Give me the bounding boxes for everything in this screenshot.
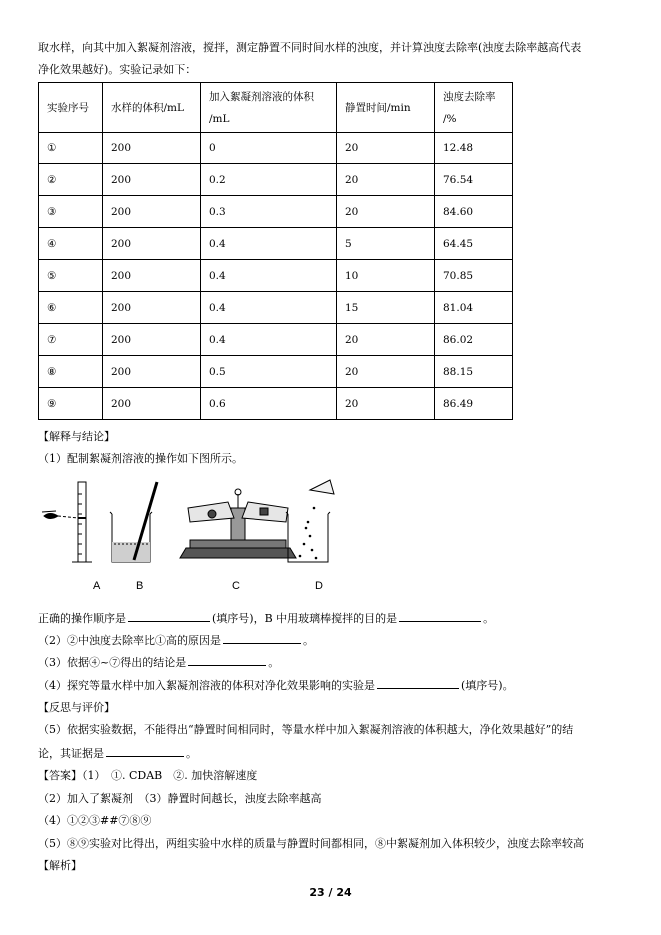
table-cell: 200 — [103, 356, 201, 388]
header-cell: 加入絮凝剂溶液的体积 /mL — [201, 83, 337, 133]
question-3: （3）依据④~⑦得出的结论是 。 — [38, 656, 280, 669]
table-cell: 12.48 — [435, 133, 513, 164]
table-cell: 86.02 — [435, 324, 513, 356]
answer-heading: 【答案】（1） ①. CDAB ②. 加快溶解速度 — [38, 769, 258, 782]
table-cell: 84.60 — [435, 196, 513, 228]
question-1-blanks: 正确的操作顺序是 (填序号)，B 中用玻璃棒搅拌的目的是 。 — [38, 612, 495, 625]
experiment-table — [38, 82, 513, 420]
table-cell: 0.3 — [201, 196, 337, 228]
question-2: （2）②中浊度去除率比①高的原因是 。 — [38, 634, 314, 647]
table-cell: ⑦ — [39, 324, 103, 356]
table-cell: 88.15 — [435, 356, 513, 388]
beaker-pouring-icon — [286, 480, 334, 562]
figure-label-d: D — [315, 580, 323, 592]
table-cell: 20 — [337, 388, 435, 420]
table-cell: ⑤ — [39, 260, 103, 292]
table-cell: 200 — [103, 133, 201, 164]
figure-label-c: C — [232, 580, 240, 592]
section-heading-analysis: 【解析】 — [38, 859, 82, 872]
eye-icon — [42, 511, 78, 519]
table-cell: 64.45 — [435, 228, 513, 260]
section-heading-conclusion: 【解释与结论】 — [38, 430, 115, 443]
table-cell: 0 — [201, 133, 337, 164]
answer-blank[interactable] — [188, 654, 266, 666]
table-cell: 200 — [103, 260, 201, 292]
table-cell: 0.4 — [201, 324, 337, 356]
header-cell: 水样的体积/mL — [103, 83, 201, 133]
table-cell: 0.6 — [201, 388, 337, 420]
section-heading-reflection: 【反思与评价】 — [38, 701, 115, 714]
question-5-line-1: （5）依据实验数据，不能得出“静置时间相同时，等量水样中加入絮凝剂溶液的体积越大，净化效果越好”的结 — [38, 723, 574, 736]
answer-blank[interactable] — [399, 610, 481, 622]
question-1: （1）配制絮凝剂溶液的操作如下图所示。 — [38, 452, 243, 465]
table-cell: 20 — [337, 133, 435, 164]
table-cell: 200 — [103, 228, 201, 260]
apparatus-figure — [38, 478, 338, 570]
question-5-line-2: 论，其证据是 。 — [38, 747, 197, 760]
answer-blank[interactable] — [106, 745, 184, 757]
intro-line-1: 取水样，向其中加入絮凝剂溶液，搅拌，测定静置不同时间水样的浊度，并计算浊度去除率(浊度去除率越高代表 — [38, 41, 582, 54]
table-cell: 200 — [103, 324, 201, 356]
intro-line-2: 净化效果越好)。实验记录如下： — [38, 63, 197, 76]
table-header-row — [39, 83, 513, 133]
table-cell: ⑨ — [39, 388, 103, 420]
answer-blank[interactable] — [377, 677, 459, 689]
table-cell: ③ — [39, 196, 103, 228]
table-row — [39, 388, 513, 420]
table-cell: 81.04 — [435, 292, 513, 324]
balance-scale-icon — [180, 489, 296, 558]
table-cell: 10 — [337, 260, 435, 292]
table-cell: 200 — [103, 388, 201, 420]
table-row — [39, 133, 513, 164]
table-row — [39, 324, 513, 356]
table-row — [39, 228, 513, 260]
table-cell: ④ — [39, 228, 103, 260]
table-cell: ⑥ — [39, 292, 103, 324]
table-cell: 76.54 — [435, 164, 513, 196]
figure-label-b: B — [136, 580, 144, 592]
table-row — [39, 292, 513, 324]
table-cell: 0.2 — [201, 164, 337, 196]
table-cell: 20 — [337, 196, 435, 228]
table-cell: 200 — [103, 196, 201, 228]
table-cell: ② — [39, 164, 103, 196]
header-cell: 实验序号 — [39, 83, 103, 133]
table-cell: 5 — [337, 228, 435, 260]
header-cell: 浊度去除率 /% — [435, 83, 513, 133]
question-4: （4）探究等量水样中加入絮凝剂溶液的体积对净化效果影响的实验是 (填序号)。 — [38, 679, 514, 692]
answer-line-4: （5）⑧⑨实验对比得出，两组实验中水样的质量与静置时间都相同，⑧中絮凝剂加入体积较少，浊度去除率较高 — [38, 837, 584, 850]
measuring-cylinder-icon — [72, 482, 92, 562]
answer-line-2: （2）加入了絮凝剂 （3）静置时间越长，浊度去除率越高 — [38, 792, 322, 805]
table-row — [39, 164, 513, 196]
page-number: 23 / 24 — [309, 886, 352, 899]
answer-line-3: （4）①②③##⑦⑧⑨ — [38, 814, 152, 827]
table-cell: 200 — [103, 292, 201, 324]
table-cell: 20 — [337, 324, 435, 356]
header-cell: 静置时间/min — [337, 83, 435, 133]
table-cell: 200 — [103, 164, 201, 196]
table-cell: 70.85 — [435, 260, 513, 292]
table-cell: 0.4 — [201, 292, 337, 324]
table-row — [39, 356, 513, 388]
answer-blank[interactable] — [128, 610, 210, 622]
table-row — [39, 196, 513, 228]
table-cell: 20 — [337, 356, 435, 388]
answer-blank[interactable] — [223, 632, 301, 644]
figure-label-a: A — [93, 580, 101, 592]
table-cell: 0.4 — [201, 260, 337, 292]
table-cell: ① — [39, 133, 103, 164]
table-cell: 86.49 — [435, 388, 513, 420]
table-row — [39, 260, 513, 292]
table-cell: ⑧ — [39, 356, 103, 388]
table-cell: 0.5 — [201, 356, 337, 388]
table-cell: 15 — [337, 292, 435, 324]
table-cell: 0.4 — [201, 228, 337, 260]
table-cell: 20 — [337, 164, 435, 196]
